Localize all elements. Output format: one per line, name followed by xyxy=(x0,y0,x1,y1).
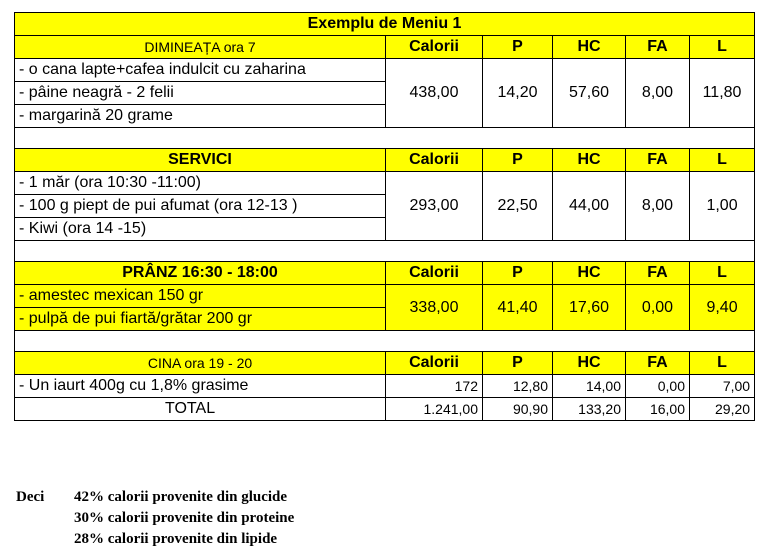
total-fiber: 16,00 xyxy=(626,398,690,421)
menu-table xyxy=(14,12,755,421)
menu-item: - pâine neagră - 2 felii xyxy=(15,82,386,105)
menu-item: - pulpă de pui fiartă/grătar 200 gr xyxy=(15,308,386,331)
lipids-value: 7,00 xyxy=(690,375,755,398)
spacer-row xyxy=(15,241,755,262)
col-lipids: L xyxy=(690,352,755,375)
total-calories: 1.241,00 xyxy=(386,398,483,421)
menu-item: - 1 măr (ora 10:30 -11:00) xyxy=(15,172,386,195)
protein-value: 41,40 xyxy=(483,285,553,331)
calories-value: 172 xyxy=(386,375,483,398)
fiber-value: 0,00 xyxy=(626,375,690,398)
menu-item: - amestec mexican 150 gr xyxy=(15,285,386,308)
menu-item: - o cana lapte+cafea indulcit cu zaharina xyxy=(15,59,386,82)
table-row xyxy=(15,285,755,308)
lipids-value: 11,80 xyxy=(690,59,755,128)
col-calories: Calorii xyxy=(386,149,483,172)
calories-value: 293,00 xyxy=(386,172,483,241)
total-row xyxy=(15,398,755,421)
note-line: 42% calorii provenite din glucide xyxy=(74,489,288,505)
protein-value: 14,20 xyxy=(483,59,553,128)
col-lipids: L xyxy=(690,36,755,59)
summary-notes xyxy=(16,487,294,550)
menu-title: Exemplu de Meniu 1 xyxy=(15,13,755,36)
col-carbs: HC xyxy=(553,262,626,285)
total-label: TOTAL xyxy=(15,398,386,421)
col-lipids: L xyxy=(690,262,755,285)
col-fiber: FA xyxy=(626,149,690,172)
col-carbs: HC xyxy=(553,352,626,375)
fiber-value: 0,00 xyxy=(626,285,690,331)
col-protein: P xyxy=(483,149,553,172)
spacer-row xyxy=(15,331,755,352)
section-header-breakfast xyxy=(15,36,755,59)
carbs-value: 57,60 xyxy=(553,59,626,128)
table-row xyxy=(15,59,755,82)
menu-item: - margarină 20 grame xyxy=(15,105,386,128)
calories-value: 338,00 xyxy=(386,285,483,331)
col-lipids: L xyxy=(690,149,755,172)
section-header-lunch xyxy=(15,262,755,285)
total-protein: 90,90 xyxy=(483,398,553,421)
title-row xyxy=(15,13,755,36)
protein-value: 12,80 xyxy=(483,375,553,398)
menu-item: - Kiwi (ora 14 -15) xyxy=(15,218,386,241)
col-protein: P xyxy=(483,352,553,375)
col-fiber: FA xyxy=(626,352,690,375)
carbs-value: 44,00 xyxy=(553,172,626,241)
menu-sheet xyxy=(14,12,754,421)
calories-value: 438,00 xyxy=(386,59,483,128)
total-lipids: 29,20 xyxy=(690,398,755,421)
col-calories: Calorii xyxy=(386,262,483,285)
col-carbs: HC xyxy=(553,149,626,172)
menu-item: - Un iaurt 400g cu 1,8% grasime xyxy=(15,375,386,398)
fiber-value: 8,00 xyxy=(626,59,690,128)
col-fiber: FA xyxy=(626,36,690,59)
table-row xyxy=(15,172,755,195)
notes-label: Deci xyxy=(16,489,45,505)
col-calories: Calorii xyxy=(386,352,483,375)
section-title: PRÂNZ 16:30 - 18:00 xyxy=(15,262,386,285)
section-title: DIMINEAȚA ora 7 xyxy=(15,36,386,59)
section-header-dinner xyxy=(15,352,755,375)
section-header-work xyxy=(15,149,755,172)
note-line: 30% calorii provenite din proteine xyxy=(74,510,295,526)
lipids-value: 1,00 xyxy=(690,172,755,241)
carbs-value: 17,60 xyxy=(553,285,626,331)
section-title: SERVICI xyxy=(15,149,386,172)
fiber-value: 8,00 xyxy=(626,172,690,241)
section-title: CINA ora 19 - 20 xyxy=(15,352,386,375)
note-line: 28% calorii provenite din lipide xyxy=(74,531,278,547)
spacer-row xyxy=(15,128,755,149)
lipids-value: 9,40 xyxy=(690,285,755,331)
total-carbs: 133,20 xyxy=(553,398,626,421)
col-calories: Calorii xyxy=(386,36,483,59)
col-carbs: HC xyxy=(553,36,626,59)
col-protein: P xyxy=(483,262,553,285)
col-fiber: FA xyxy=(626,262,690,285)
protein-value: 22,50 xyxy=(483,172,553,241)
table-row xyxy=(15,375,755,398)
carbs-value: 14,00 xyxy=(553,375,626,398)
col-protein: P xyxy=(483,36,553,59)
menu-item: - 100 g piept de pui afumat (ora 12-13 ) xyxy=(15,195,386,218)
